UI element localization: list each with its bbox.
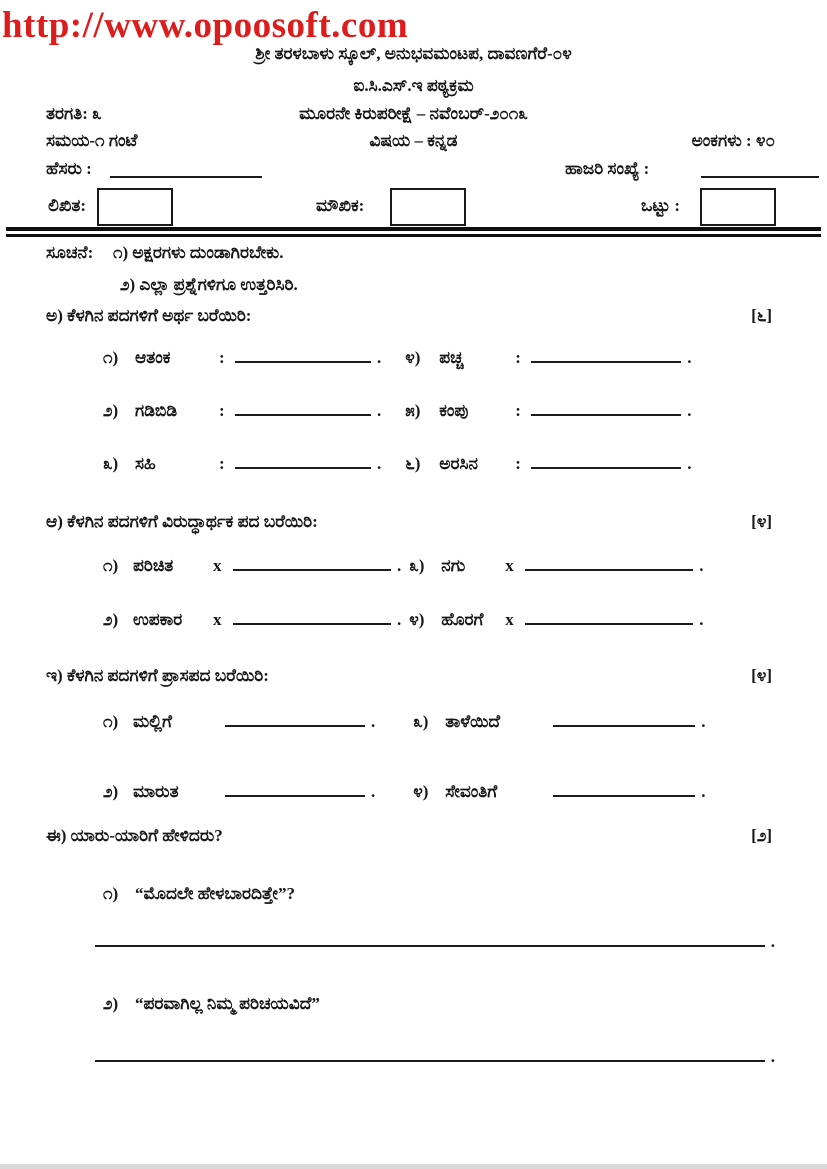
question-word: ಕಂಪು	[439, 401, 469, 420]
colon-separator: :	[515, 454, 521, 473]
written-label: ಲಿಖಿತ:	[48, 196, 87, 215]
answer-blank	[525, 610, 693, 625]
class-label: ತರಗತಿ: ೩	[46, 104, 102, 123]
school-name: ಶ್ರೀ ತರಳಬಾಳು ಸ್ಕೂಲ್, ಅನುಭವಮಂಟಪ, ದಾವಣಗೆರೆ-೦೪	[255, 44, 572, 63]
period-mark: .	[687, 348, 692, 367]
question-word: ಪರಿಚಿತ	[133, 556, 174, 575]
question-number: ೨)	[103, 610, 119, 629]
period-mark: .	[699, 610, 704, 629]
answer-blank	[233, 610, 391, 625]
answer-line-row-2	[95, 1047, 775, 1067]
section-c-marks: [೪]	[751, 666, 772, 685]
period-mark: .	[770, 932, 775, 951]
time-label: ಸಮಯ-೧ ಗಂಟೆ	[46, 131, 138, 150]
question-word: ಮಲ್ಲಿಗೆ	[133, 712, 172, 731]
watermark-url: http://www.opoosoft.com	[2, 5, 409, 46]
period-mark: .	[371, 712, 376, 731]
quote-row-2	[0, 994, 827, 1014]
name-label: ಹೆಸರು :	[46, 159, 92, 178]
cross-mark: x	[505, 610, 514, 629]
period-mark: .	[701, 782, 706, 801]
rhyme-row-1	[0, 712, 827, 732]
question-number: ೪)	[413, 782, 429, 801]
question-word: ಗಡಿಬಿಡಿ	[135, 401, 178, 420]
section-b-heading: ಆ) ಕೆಳಗಿನ ಪದಗಳಿಗೆ ವಿರುದ್ಧಾರ್ಥಕ ಪದ ಬರೆಯಿರಿ:	[46, 512, 318, 531]
period-mark: .	[701, 712, 706, 731]
name-blank	[110, 163, 262, 178]
scan-edge-shadow	[0, 1164, 827, 1169]
syllabus-line: ಐ.ಸಿ.ಎಸ್.ಇ ಪಠ್ಯಕ್ರಮ	[353, 76, 474, 95]
answer-blank	[525, 556, 693, 571]
question-word: ಅರಸಿನ	[439, 454, 478, 473]
section-d-question: “ಪರವಾಗಿಲ್ಲ ನಿಮ್ಮ ಪರಿಚಯವಿದೆ”	[135, 994, 320, 1013]
question-word: ಸೇವಂತಿಗೆ	[445, 782, 498, 801]
question-number: ೨)	[103, 401, 119, 420]
header-divider-rule	[6, 227, 821, 237]
question-word: ಮಾರುತ	[133, 782, 179, 801]
question-number: ೧)	[103, 712, 119, 731]
meaning-row-3	[0, 454, 827, 474]
oral-score-box	[390, 188, 466, 226]
total-marks-label: ಅಂಕಗಳು : ೪೦	[691, 131, 775, 150]
written-score-box	[97, 188, 173, 226]
instruction-item-1: ೧) ಅಕ್ಷರಗಳು ದುಂಡಾಗಿರಬೇಕು.	[113, 243, 284, 262]
question-number: ೪)	[409, 610, 425, 629]
question-number: ೩)	[409, 556, 425, 575]
question-number: ೩)	[413, 712, 429, 731]
subject-label: ವಿಷಯ – ಕನ್ನಡ	[369, 131, 458, 150]
question-word: ಸಹಿ	[135, 454, 156, 473]
instructions-label: ಸೂಚನೆ:	[46, 243, 94, 262]
period-mark: .	[377, 348, 382, 367]
score-boxes-row	[0, 186, 827, 228]
answer-blank	[225, 782, 365, 797]
period-mark: .	[397, 556, 402, 575]
cross-mark: x	[505, 556, 514, 575]
section-b-marks: [೪]	[751, 512, 772, 531]
question-number: ೧)	[103, 556, 119, 575]
cross-mark: x	[213, 610, 222, 629]
period-mark: .	[699, 556, 704, 575]
total-score-box	[700, 188, 776, 226]
question-word: ಹೊರಗೆ	[441, 610, 484, 629]
answer-blank	[225, 712, 365, 727]
colon-separator: :	[219, 401, 225, 420]
name-attendance-row	[0, 159, 827, 187]
section-d-question: “ಮೊದಲೇ ಹೇಳಬಾರದಿತ್ತೇ”?	[135, 884, 295, 903]
answer-blank	[531, 348, 681, 363]
answer-blank	[531, 401, 681, 416]
section-d-marks: [೨]	[751, 826, 772, 845]
period-mark: .	[770, 1047, 775, 1066]
question-number: ೨)	[103, 782, 119, 801]
question-word: ಉಪಕಾರ	[133, 610, 183, 629]
antonym-row-1	[0, 556, 827, 576]
answer-blank	[531, 454, 681, 469]
question-number: ೧)	[103, 884, 119, 903]
cross-mark: x	[213, 556, 222, 575]
section-c-heading: ಇ) ಕೆಳಗಿನ ಪದಗಳಿಗೆ ಪ್ರಾಸಪದ ಬರೆಯಿರಿ:	[46, 666, 269, 685]
oral-label: ಮೌಖಿಕ:	[316, 196, 365, 215]
period-mark: .	[377, 454, 382, 473]
question-number: ೪)	[405, 348, 421, 367]
colon-separator: :	[219, 454, 225, 473]
colon-separator: :	[219, 348, 225, 367]
question-word: ನಗು	[441, 556, 466, 575]
attendance-blank	[701, 163, 819, 178]
question-number: ೧)	[103, 348, 119, 367]
question-number: ೨)	[103, 994, 119, 1013]
colon-separator: :	[515, 401, 521, 420]
period-mark: .	[687, 401, 692, 420]
question-word: ಆತಂಕ	[135, 348, 171, 367]
exam-title: ಮೂರನೇ ಕಿರುಪರೀಕ್ಷೆ – ನವೆಂಬರ್-೨೦೧೩	[299, 104, 528, 123]
answer-line	[95, 932, 765, 947]
question-word: ತಾಳೆಯಿದೆ	[445, 712, 501, 731]
question-number: ೫)	[405, 401, 421, 420]
section-a-heading: ಅ) ಕೆಳಗಿನ ಪದಗಳಿಗೆ ಅರ್ಥ ಬರೆಯಿರಿ:	[46, 306, 252, 325]
answer-blank	[235, 454, 371, 469]
meaning-row-2	[0, 401, 827, 421]
attendance-label: ಹಾಜರಿ ಸಂಖ್ಯೆ :	[565, 159, 650, 178]
answer-blank	[235, 348, 371, 363]
answer-blank	[553, 712, 695, 727]
total-label: ಒಟ್ಟು :	[641, 196, 681, 215]
period-mark: .	[687, 454, 692, 473]
rhyme-row-2	[0, 782, 827, 802]
quote-row-1	[0, 884, 827, 904]
period-mark: .	[397, 610, 402, 629]
class-exam-row	[0, 104, 827, 130]
period-mark: .	[371, 782, 376, 801]
antonym-row-2	[0, 610, 827, 630]
answer-line	[95, 1047, 765, 1062]
question-word: ಪಚ್ಚ	[439, 348, 464, 367]
answer-blank	[233, 556, 391, 571]
time-subject-marks-row	[0, 131, 827, 157]
answer-line-row-1	[95, 932, 775, 952]
section-d-heading: ಈ) ಯಾರು-ಯಾರಿಗೆ ಹೇಳಿದರು?	[46, 826, 223, 845]
answer-blank	[235, 401, 371, 416]
section-a-marks: [೬]	[751, 306, 772, 325]
instruction-item-2: ೨) ಎಲ್ಲಾ ಪ್ರಶ್ನೆಗಳಿಗೂ ಉತ್ತರಿಸಿರಿ.	[120, 275, 298, 294]
colon-separator: :	[515, 348, 521, 367]
answer-blank	[553, 782, 695, 797]
meaning-row-1	[0, 348, 827, 368]
question-number: ೩)	[103, 454, 119, 473]
question-number: ೬)	[405, 454, 421, 473]
period-mark: .	[377, 401, 382, 420]
